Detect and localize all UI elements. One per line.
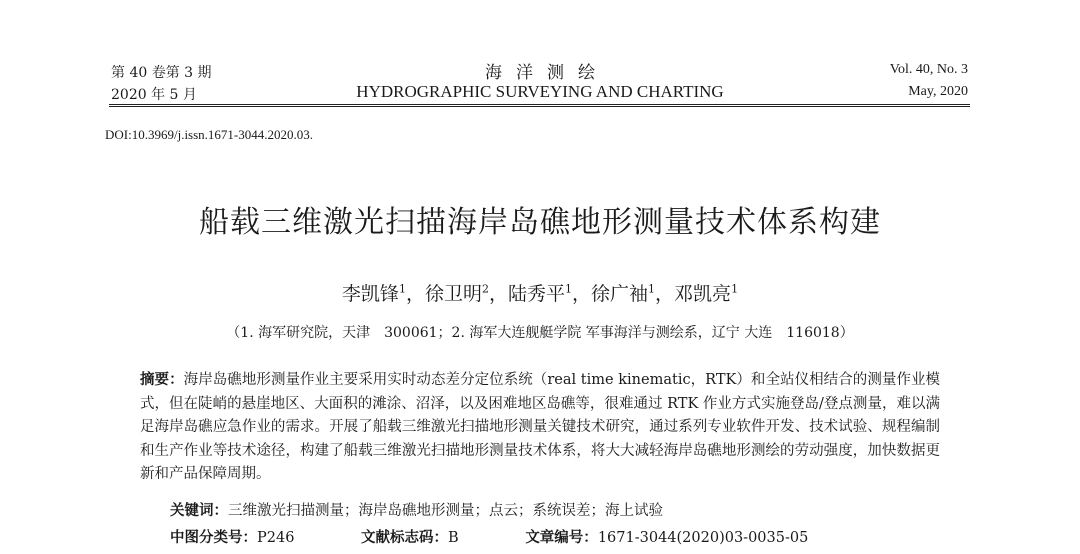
author-name: 陆秀平 bbox=[507, 283, 565, 305]
classification-line bbox=[170, 526, 970, 547]
doi: DOI:10.3969/j.issn.1671-3044.2020.03. bbox=[105, 127, 313, 142]
abstract-label: 摘要： bbox=[140, 372, 184, 388]
article-label: 文章编号： bbox=[525, 530, 598, 546]
author-affiliation-mark: 1 bbox=[398, 282, 406, 296]
author-affiliation-mark: 1 bbox=[648, 282, 656, 296]
keywords-label: 关键词： bbox=[170, 503, 228, 519]
issue-cn: 第 40 卷第 3 期 bbox=[111, 65, 212, 81]
date-cn: 2020 年 5 月 bbox=[111, 87, 197, 103]
author-name: 李凯锋 bbox=[341, 283, 399, 305]
issue-en: Vol. 40, No. 3 bbox=[889, 62, 968, 77]
author-name: 徐卫明 bbox=[424, 283, 482, 305]
journal-name-en: HYDROGRAPHIC SURVEYING AND CHARTING bbox=[356, 82, 724, 101]
date-en: May, 2020 bbox=[908, 84, 968, 99]
document-code bbox=[361, 530, 459, 546]
author-list: 李凯锋$^1$，徐卫明$^2$，陆秀平$^1$，徐广袖$^1$，邓凯亮$^1$ bbox=[341, 282, 739, 305]
clc-number bbox=[170, 530, 294, 546]
article-value: 1671-3044(2020)03-0035-05 bbox=[597, 530, 809, 546]
journal-name-cn: 海洋测绘 bbox=[485, 63, 609, 83]
header-rule-top bbox=[109, 104, 970, 105]
paper-title: 船载三维激光扫描海岸岛礁地形测量技术体系构建 bbox=[199, 205, 881, 240]
clc-value: P246 bbox=[257, 530, 295, 546]
affiliations: （1. 海军研究院，天津 300061；2. 海军大连舰艇学院 军事海洋与测绘系，辽宁 大连 116018） bbox=[226, 325, 854, 341]
author-affiliation-mark: 1 bbox=[565, 282, 572, 296]
author-name: 邓凯亮 bbox=[674, 283, 732, 305]
keywords-text: 三维激光扫描测量；海岸岛礁地形测量；点云；系统误差；海上试验 bbox=[228, 503, 663, 519]
clc-label: 中图分类号： bbox=[170, 530, 257, 546]
author-affiliation-mark: 1 bbox=[731, 282, 739, 296]
article-number bbox=[525, 530, 808, 546]
header-rule-bottom bbox=[109, 106, 970, 107]
author-affiliation-mark: 2 bbox=[481, 282, 489, 296]
journal-header bbox=[0, 0, 1080, 110]
keywords bbox=[170, 499, 663, 520]
abstract bbox=[140, 369, 940, 487]
doc-label: 文献标志码： bbox=[361, 530, 449, 546]
author-name: 徐广袖 bbox=[591, 283, 649, 305]
abstract-text: 海岸岛礁地形测量作业主要采用实时动态差分定位系统（real time kinematic，RTK）和全站仪相结合的测量作业模式，但在陡峭的悬崖地区、大面积的滩涂、沼泽，以及困难地区岛礁等，很难通过 RTK 作业方式实施登岛/登点测量，难以满足海岸岛礁应急作业的需求。开展了船载三维激光扫描地形测量关键技术研究，通过系列专业软件开发、技术试验、规程编制和生产作业等技术途径，构建了船载三维激光扫描地形测量技术体系，将大大减轻海岸岛礁地形测绘的劳动强度，加快数据更新和产品保障周期。 bbox=[140, 372, 941, 482]
doc-value: B bbox=[448, 530, 459, 546]
